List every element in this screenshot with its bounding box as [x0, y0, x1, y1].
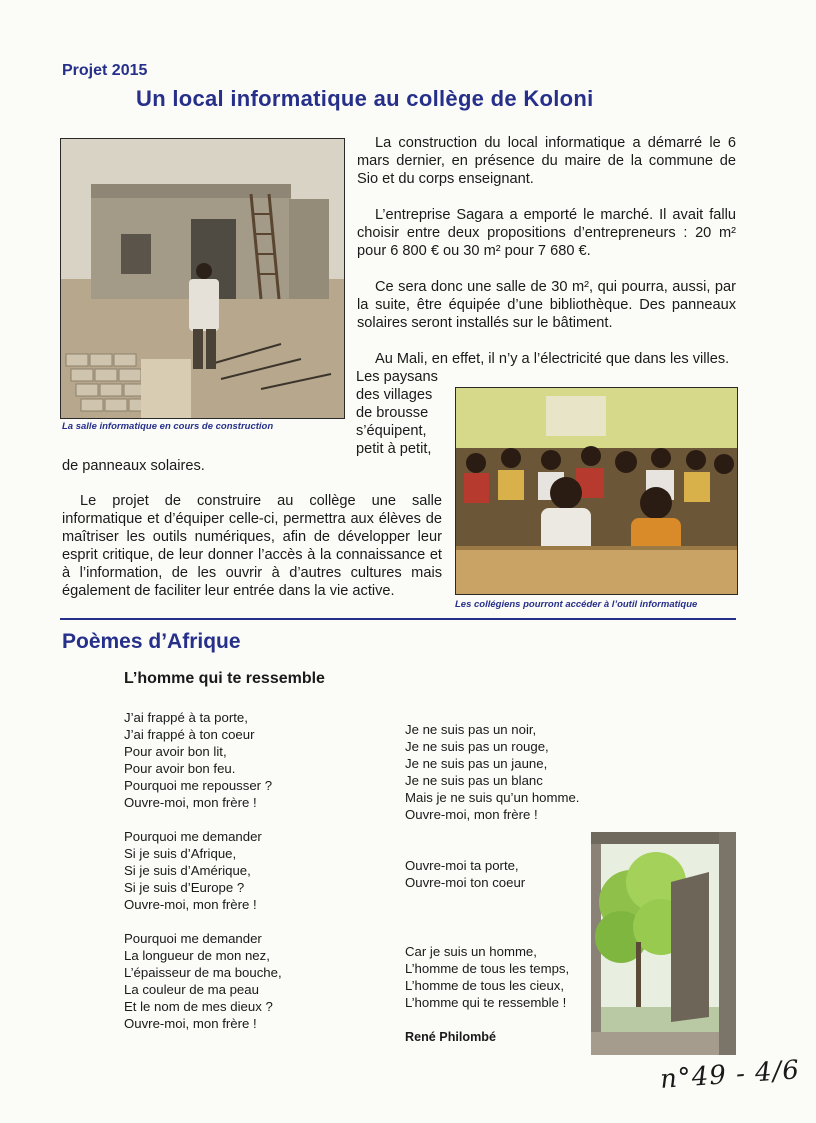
article-paragraph-3: Ce sera donc une salle de 30 m², qui pourra, aussi, par la suite, être équipée d’une bibliothèque. Des panneaux solaires seront installés sur le bâtiment.	[357, 279, 736, 331]
poems-section-title: Poèmes d’Afrique	[62, 630, 241, 653]
poem-line: J’ai frappé à ton coeur	[124, 727, 255, 742]
article-paragraph-4-end: de panneaux solaires.	[62, 458, 205, 474]
poem-line: Ouvre-moi ta porte,	[405, 858, 519, 873]
poem-line: L’homme de tous les temps,	[405, 961, 570, 976]
poem-line: L’épaisseur de ma bouche,	[124, 965, 282, 980]
section-divider	[60, 618, 736, 620]
poem-line: Je ne suis pas un rouge,	[405, 739, 549, 754]
wrap-line: des villages	[356, 387, 433, 403]
article-paragraph-4-wrap	[356, 368, 444, 458]
poem-line: J’ai frappé à ta porte,	[124, 710, 248, 725]
poem-stanza	[124, 709, 282, 811]
students-photo-caption: Les collégiens pourront accéder à l’outil informatique	[455, 599, 698, 610]
article-title: Un local informatique au collège de Koloni	[136, 86, 594, 111]
article-paragraph-2: L’entreprise Sagara a emporté le marché. Il avait fallu choisir entre deux propositions d’entrepreneurs : 20 m² pour 6 800 € ou 30 m² pour 7 680 €.	[357, 207, 736, 259]
poem-line: Ouvre-moi, mon frère !	[124, 795, 257, 810]
poem-line: Pourquoi me repousser ?	[124, 778, 273, 793]
handwritten-page-note: n°49 - 4/6	[659, 1055, 801, 1095]
poem-line: Si je suis d’Europe ?	[124, 880, 245, 895]
article-paragraph-5: Le projet de construire au collège une salle informatique et d’équiper celle-ci, permettra aux élèves de maîtriser les outils numériques, afin de développer leur esprit critique, de leur donner l’accès à la connaissance et à l’information, de les ouvrir à d’autres cultures mais également de faciliter leur entrée dans la vie active.	[62, 493, 442, 599]
poem-right-stanza-1	[405, 721, 579, 823]
poem-line: Pour avoir bon feu.	[124, 761, 236, 776]
poem-stanza	[124, 930, 282, 1032]
poem-line: La couleur de ma peau	[124, 982, 259, 997]
poem-line: Si je suis d’Afrique,	[124, 846, 237, 861]
poem-line: Ouvre-moi ton coeur	[405, 875, 526, 890]
wrap-line: Les paysans	[356, 369, 438, 385]
construction-photo-caption: La salle informatique en cours de construction	[62, 421, 274, 432]
poem-line: Ouvre-moi, mon frère !	[124, 1016, 257, 1031]
construction-photo	[60, 138, 345, 419]
poem-right-stanza-2	[405, 857, 525, 891]
article-paragraph-1: La construction du local informatique a démarré le 6 mars dernier, en présence du maire de la commune de Sio et du corps enseignant.	[357, 135, 736, 187]
poem-stanza	[124, 828, 282, 913]
project-kicker: Projet 2015	[62, 62, 148, 79]
article-paragraph-4: Au Mali, en effet, il n’y a l’électricité que dans les villes.	[375, 351, 730, 367]
poem-left-column	[124, 709, 282, 1049]
poem-line: Pourquoi me demander	[124, 829, 262, 844]
poem-line: Je ne suis pas un noir,	[405, 722, 537, 737]
students-photo	[455, 387, 738, 595]
poem-line: Ouvre-moi, mon frère !	[405, 807, 538, 822]
poem-title: L’homme qui te ressemble	[124, 670, 325, 687]
poem-line: La longueur de mon nez,	[124, 948, 270, 963]
wrap-line: de brousse	[356, 405, 429, 421]
poem-line: Pour avoir bon lit,	[124, 744, 227, 759]
poem-line: Ouvre-moi, mon frère !	[124, 897, 257, 912]
poem-line: L’homme de tous les cieux,	[405, 978, 565, 993]
poem-line: L’homme qui te ressemble !	[405, 995, 567, 1010]
poem-author: René Philombé	[405, 1030, 496, 1044]
poem-line: Je ne suis pas un blanc	[405, 773, 543, 788]
poem-right-stanza-3	[405, 943, 569, 1011]
poem-line: Et le nom de mes dieux ?	[124, 999, 273, 1014]
poem-line: Pourquoi me demander	[124, 931, 262, 946]
poem-line: Si je suis d’Amérique,	[124, 863, 251, 878]
poem-line: Mais je ne suis qu’un homme.	[405, 790, 580, 805]
wrap-line: petit à petit,	[356, 441, 432, 457]
poem-line: Je ne suis pas un jaune,	[405, 756, 548, 771]
window-photo	[591, 832, 736, 1055]
wrap-line: s’équipent,	[356, 423, 427, 439]
poem-line: Car je suis un homme,	[405, 944, 537, 959]
